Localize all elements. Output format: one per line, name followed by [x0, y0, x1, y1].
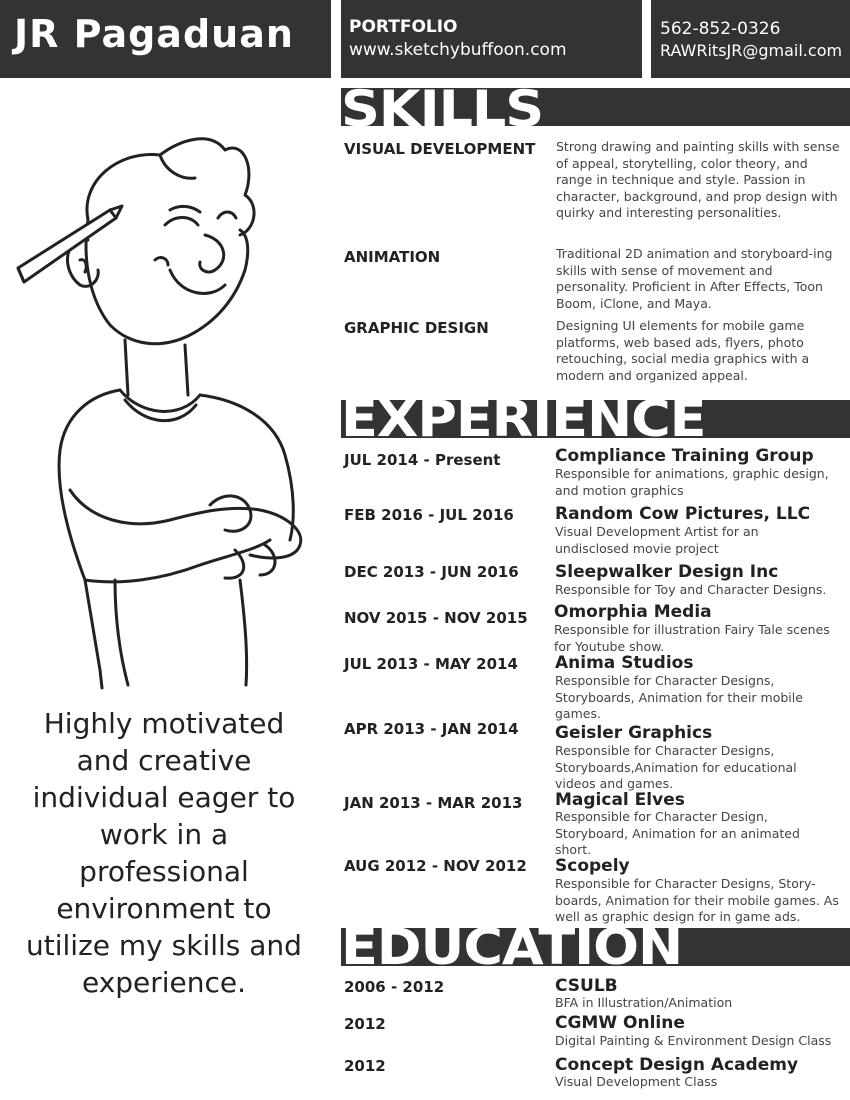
portfolio-label: PORTFOLIO: [349, 17, 458, 37]
job-company: Compliance Training Group: [555, 446, 814, 466]
education-description: Visual Development Class: [555, 1074, 718, 1089]
education-description: Digital Painting & Environment Design Class: [555, 1033, 832, 1048]
skill-label: GRAPHIC DESIGN: [344, 319, 489, 337]
education-description: BFA in Illustration/Animation: [555, 995, 733, 1010]
website-link[interactable]: www.sketchybuffoon.com: [349, 40, 567, 60]
portfolio-banner: [341, 0, 642, 78]
education-heading: EDUCATION: [341, 918, 683, 976]
name-banner: [0, 0, 331, 78]
job-dates: JUL 2013 - MAY 2014: [344, 655, 518, 673]
job-company: Anima Studios: [555, 653, 694, 673]
skill-description: Traditional 2D animation and storyboard-ing skills with sense of movement and personality. Proficient in After Effects, Toon Boom, iClone, and Maya.: [556, 246, 833, 311]
job-company: Geisler Graphics: [555, 723, 713, 743]
job-company: Scopely: [555, 856, 630, 876]
job-dates: JUL 2014 - Present: [344, 451, 501, 469]
education-years: 2012: [344, 1057, 386, 1075]
job-dates: AUG 2012 - NOV 2012: [344, 857, 527, 875]
job-description: Responsible for Character Designs, Storyboards, Animation for their mobile games.: [555, 673, 803, 721]
job-dates: NOV 2015 - NOV 2015: [344, 609, 528, 627]
job-dates: DEC 2013 - JUN 2016: [344, 563, 519, 581]
skill-description: Designing UI elements for mobile game platforms, web based ads, flyers, photo retouching, social media graphics with a modern and organized appeal.: [556, 318, 810, 383]
education-years: 2012: [344, 1015, 386, 1033]
job-dates: FEB 2016 - JUL 2016: [344, 506, 514, 524]
job-dates: APR 2013 - JAN 2014: [344, 720, 519, 738]
email-link[interactable]: RAWRitsJR@gmail.com: [660, 41, 843, 60]
self-portrait-sketch: [10, 110, 320, 690]
phone-number: 562-852-0326: [660, 19, 781, 39]
job-description: Responsible for Character Designs, Story-boards, Animation for their mobile games. As well as graphic design for in game ads.: [555, 876, 839, 924]
job-description: Responsible for illustration Fairy Tale scenes for Youtube show.: [554, 622, 830, 654]
education-school: CGMW Online: [555, 1013, 685, 1033]
job-description: Responsible for Character Design, Storyboard, Animation for an animated short.: [555, 809, 800, 857]
job-company: Random Cow Pictures, LLC: [555, 504, 811, 524]
job-description: Responsible for Character Designs, Storyboards,Animation for educational videos and games.: [555, 743, 797, 791]
skill-description: Strong drawing and painting skills with sense of appeal, storytelling, color theory, and range in technique and style. Passion in character, background, and prop design with quirky and interesting personalities.: [556, 139, 840, 220]
job-company: Magical Elves: [555, 790, 685, 810]
job-company: Omorphia Media: [554, 602, 712, 622]
skill-label: VISUAL DEVELOPMENT: [344, 140, 536, 158]
education-school: CSULB: [555, 976, 618, 996]
job-description: Responsible for animations, graphic design, and motion graphics: [555, 466, 829, 498]
skill-label: ANIMATION: [344, 248, 441, 266]
contact-banner: [651, 0, 850, 78]
job-description: Visual Development Artist for an undisclosed movie project: [555, 524, 759, 556]
skills-heading: SKILLS: [341, 80, 544, 138]
job-dates: JAN 2013 - MAR 2013: [344, 794, 523, 812]
objective-statement: Highly motivated and creative individual eager to work in a professional environment to utilize my skills and experience.: [26, 707, 302, 999]
job-description: Responsible for Toy and Character Designs.: [555, 582, 827, 597]
experience-heading: EXPERIENCE: [341, 390, 706, 448]
job-company: Sleepwalker Design Inc: [555, 562, 779, 582]
education-school: Concept Design Academy: [555, 1055, 799, 1075]
applicant-name: JR Pagaduan: [14, 12, 294, 56]
education-years: 2006 - 2012: [344, 978, 445, 996]
